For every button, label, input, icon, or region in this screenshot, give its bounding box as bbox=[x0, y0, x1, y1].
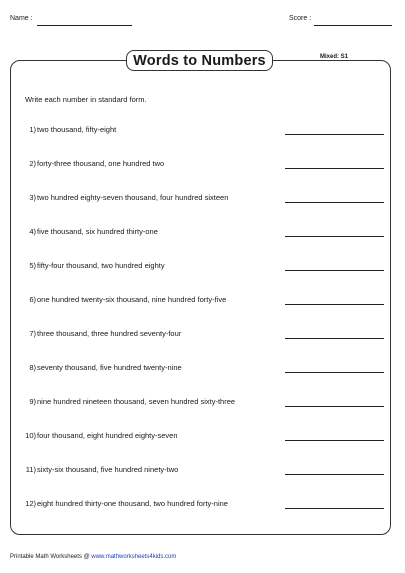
question-number: 1) bbox=[29, 125, 36, 134]
question-text: five thousand, six hundred thirty-one bbox=[37, 227, 158, 236]
footer-text: Printable Math Worksheets @ bbox=[10, 554, 92, 560]
question-text: two hundred eighty-seven thousand, four hundred sixteen bbox=[37, 193, 229, 202]
question-item bbox=[22, 397, 394, 409]
question-item bbox=[22, 499, 394, 511]
question-text: fifty-four thousand, two hundred eighty bbox=[37, 261, 165, 270]
question-number: 5) bbox=[29, 261, 36, 270]
question-item bbox=[22, 125, 394, 137]
answer-line[interactable] bbox=[285, 270, 384, 271]
question-item bbox=[22, 295, 394, 307]
question-item bbox=[22, 363, 394, 375]
footer-link[interactable]: www.mathworksheets4kids.com bbox=[91, 554, 177, 560]
answer-line[interactable] bbox=[285, 168, 384, 169]
question-number: 7) bbox=[29, 329, 36, 338]
question-number: 4) bbox=[29, 227, 36, 236]
question-text: three thousand, three hundred seventy-four bbox=[37, 329, 182, 338]
score-label: Score : bbox=[289, 15, 312, 22]
question-number: 10) bbox=[25, 431, 36, 440]
question-item bbox=[22, 227, 394, 239]
answer-line[interactable] bbox=[285, 474, 384, 475]
answer-line[interactable] bbox=[285, 304, 384, 305]
question-number: 9) bbox=[29, 397, 36, 406]
question-text: nine hundred nineteen thousand, seven hundred sixty-three bbox=[37, 397, 236, 406]
instruction-text: Write each number in standard form. bbox=[25, 95, 147, 104]
question-number: 8) bbox=[29, 363, 36, 372]
question-item bbox=[22, 159, 394, 171]
question-number: 6) bbox=[29, 295, 36, 304]
question-number: 2) bbox=[29, 159, 36, 168]
question-item bbox=[22, 193, 394, 205]
answer-line[interactable] bbox=[285, 406, 384, 407]
question-number: 11) bbox=[25, 465, 36, 474]
question-text: seventy thousand, five hundred twenty-nine bbox=[37, 363, 182, 372]
question-text: sixty-six thousand, five hundred ninety-two bbox=[37, 465, 179, 474]
answer-line[interactable] bbox=[285, 372, 384, 373]
answer-line[interactable] bbox=[285, 440, 384, 441]
worksheet-title-text: Words to Numbers bbox=[133, 52, 266, 69]
question-item bbox=[22, 329, 394, 341]
question-text: two thousand, fifty-eight bbox=[37, 125, 117, 134]
footer bbox=[10, 554, 176, 560]
answer-line[interactable] bbox=[285, 508, 384, 509]
answer-line[interactable] bbox=[285, 236, 384, 237]
name-field[interactable] bbox=[37, 25, 132, 26]
question-item bbox=[22, 431, 394, 443]
answer-line[interactable] bbox=[285, 338, 384, 339]
answer-line[interactable] bbox=[285, 202, 384, 203]
question-item bbox=[22, 465, 394, 477]
name-label: Name : bbox=[10, 15, 33, 22]
score-field[interactable] bbox=[314, 25, 392, 26]
worksheet-title bbox=[126, 50, 273, 71]
question-text: eight hundred thirty-one thousand, two hundred forty-nine bbox=[37, 499, 228, 508]
question-item bbox=[22, 261, 394, 273]
question-number: 12) bbox=[25, 499, 36, 508]
question-number: 3) bbox=[29, 193, 36, 202]
question-text: forty-three thousand, one hundred two bbox=[37, 159, 165, 168]
answer-line[interactable] bbox=[285, 134, 384, 135]
variant-label: Mixed: S1 bbox=[320, 54, 349, 60]
question-text: four thousand, eight hundred eighty-seven bbox=[37, 431, 178, 440]
question-text: one hundred twenty-six thousand, nine hundred forty-five bbox=[37, 295, 227, 304]
